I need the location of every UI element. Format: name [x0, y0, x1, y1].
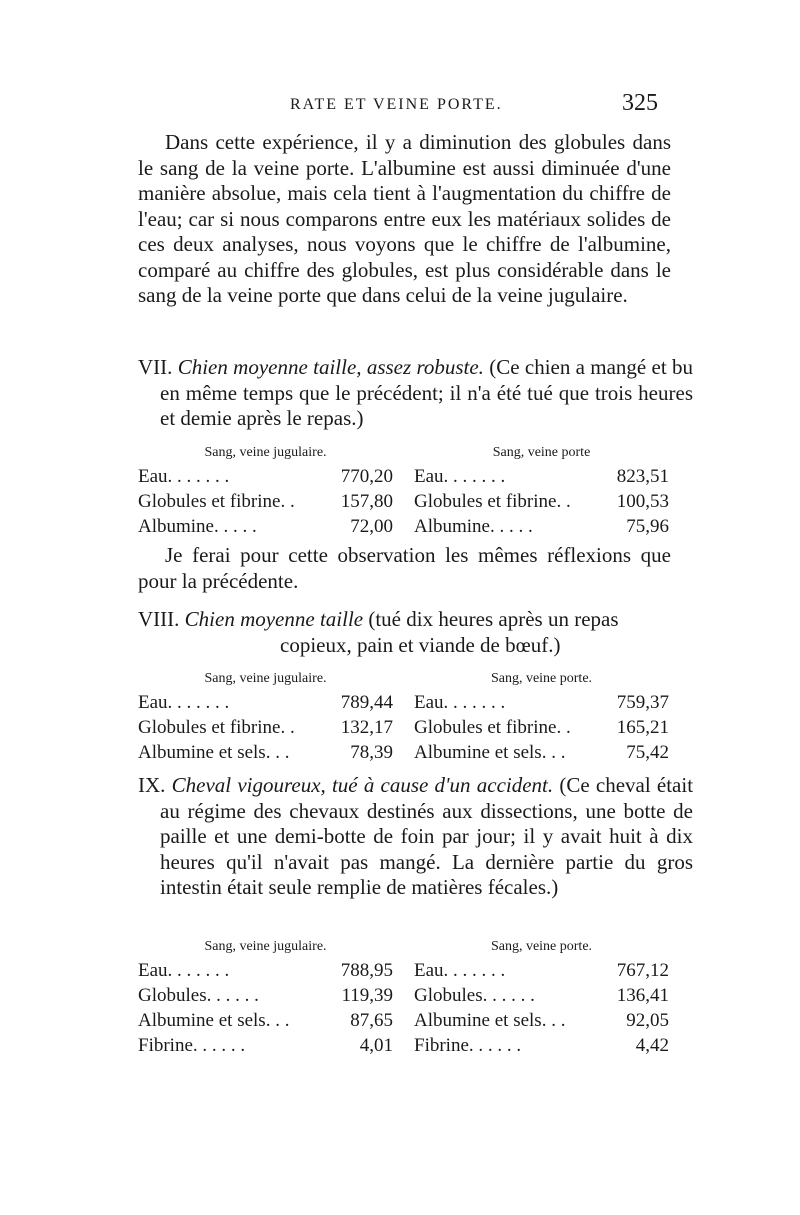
- row-label: Albumine et sels. . .: [414, 1010, 566, 1031]
- table-row: [138, 514, 393, 539]
- row-label: Albumine et sels. . .: [138, 1010, 290, 1031]
- table-column-jugulaire: [138, 936, 393, 1058]
- row-label: Globules. . . . . .: [138, 985, 259, 1006]
- row-label: Globules et fibrine. .: [414, 717, 571, 738]
- row-value: 87,65: [350, 1010, 393, 1031]
- row-label: Globules et fibrine. .: [138, 717, 295, 738]
- table-row: [138, 958, 393, 983]
- row-value: 72,00: [350, 516, 393, 537]
- row-label: Albumine et sels. . .: [138, 742, 290, 763]
- column-header: Sang, veine jugulaire.: [204, 939, 327, 954]
- table-column-jugulaire: [138, 442, 393, 539]
- row-value: 157,80: [340, 491, 393, 512]
- section-note: (Ce chien a mangé et bu en même temps que le précédent; il n'a été tué que trois heures et demie après le repas.): [160, 355, 694, 430]
- row-label: Eau. . . . . . .: [138, 692, 230, 713]
- table-row: [414, 715, 669, 740]
- row-label: Eau. . . . . . .: [138, 466, 230, 487]
- section-subject: Chien moyenne taille, assez robuste.: [177, 355, 484, 379]
- section-subject: Cheval vigoureux, tué à cause d'un accident.: [171, 773, 554, 797]
- section-ix-heading: [138, 773, 693, 901]
- row-value: 75,42: [626, 742, 669, 763]
- row-value: 78,39: [350, 742, 393, 763]
- row-label: Globules et fibrine. .: [138, 491, 295, 512]
- section-numeral: VII.: [138, 355, 173, 379]
- section-subject: Chien moyenne taille: [184, 607, 364, 631]
- row-label: Eau. . . . . . .: [138, 960, 230, 981]
- row-value: 119,39: [341, 985, 393, 1006]
- section-numeral: VIII.: [138, 607, 180, 631]
- intro-paragraph: Dans cette expérience, il y a diminution des globules dans le sang de la veine porte. L'albumine est aussi diminuée d'une manière absolue, mais cela tient à l'augmentation du chiffre de l'eau; car si nous comparons entre eux les matériaux solides de ces deux analyses, nous voyons que le chiffre de l'albumine, comparé au chiffre des globules, est plus considérable dans le sang de la veine porte que dans celui de la veine jugulaire.: [138, 130, 671, 307]
- row-label: Eau. . . . . . .: [414, 960, 506, 981]
- row-label: Fibrine. . . . . .: [414, 1035, 522, 1056]
- row-label: Albumine et sels. . .: [414, 742, 566, 763]
- table-column-porte: [414, 936, 669, 1058]
- row-value: 165,21: [616, 717, 669, 738]
- row-label: Albumine. . . . .: [138, 516, 257, 537]
- table-column-porte: [414, 668, 669, 765]
- column-header: Sang, veine jugulaire.: [204, 671, 327, 686]
- row-value: 136,41: [616, 985, 669, 1006]
- table-row: [414, 958, 669, 983]
- table-column-porte: [414, 442, 669, 539]
- row-value: 770,20: [340, 466, 393, 487]
- row-value: 789,44: [340, 692, 393, 713]
- row-value: 100,53: [616, 491, 669, 512]
- row-value: 132,17: [340, 717, 393, 738]
- column-header: Sang, veine porte.: [490, 671, 593, 686]
- table-row: [138, 690, 393, 715]
- observation-paragraph: Je ferai pour cette observation les mêmes réflexions que pour la précédente.: [138, 543, 671, 593]
- section-note: (tué dix heures après un repas: [368, 607, 619, 631]
- row-value: 92,05: [626, 1010, 669, 1031]
- section-viii-heading: [138, 607, 693, 658]
- row-label: Eau. . . . . . .: [414, 692, 506, 713]
- row-value: 4,01: [359, 1035, 393, 1056]
- column-header: Sang, veine porte: [492, 445, 591, 460]
- table-row: [138, 1033, 393, 1058]
- table-row: [138, 715, 393, 740]
- table-row: [414, 740, 669, 765]
- section-numeral: IX.: [138, 773, 166, 797]
- row-value: 75,96: [626, 516, 669, 537]
- table-row: [414, 1008, 669, 1033]
- row-label: Eau. . . . . . .: [414, 466, 506, 487]
- section-note: (Ce cheval était au régime des chevaux destinés aux dissections, une botte de paille et une demi-botte de foin par jour; il y avait huit à dix heures qu'il n'avait pas mangé. La dernière partie du gros intestin était seule remplie de matières fécales.): [160, 773, 694, 899]
- table-row: [414, 983, 669, 1008]
- row-value: 823,51: [616, 466, 669, 487]
- row-value: 788,95: [340, 960, 393, 981]
- table-row: [414, 1033, 669, 1058]
- table-row: [138, 1008, 393, 1033]
- row-value: 759,37: [616, 692, 669, 713]
- row-label: Fibrine. . . . . .: [138, 1035, 246, 1056]
- table-row: [414, 464, 669, 489]
- table-row: [138, 464, 393, 489]
- row-value: 4,42: [635, 1035, 669, 1056]
- row-label: Globules. . . . . .: [414, 985, 535, 1006]
- table-row: [138, 983, 393, 1008]
- page-number: 325: [622, 90, 658, 116]
- table-row: [138, 489, 393, 514]
- section-note-continued: copieux, pain et viande de bœuf.): [280, 632, 561, 657]
- column-header: Sang, veine jugulaire.: [204, 445, 327, 460]
- row-label: Globules et fibrine. .: [414, 491, 571, 512]
- row-label: Albumine. . . . .: [414, 516, 533, 537]
- table-row: [138, 740, 393, 765]
- table-column-jugulaire: [138, 668, 393, 765]
- row-value: 767,12: [616, 960, 669, 981]
- running-head: RATE ET VEINE PORTE.: [290, 96, 503, 113]
- column-header: Sang, veine porte.: [490, 939, 593, 954]
- table-row: [414, 690, 669, 715]
- section-vii-heading: [138, 355, 693, 432]
- table-row: [414, 514, 669, 539]
- table-row: [414, 489, 669, 514]
